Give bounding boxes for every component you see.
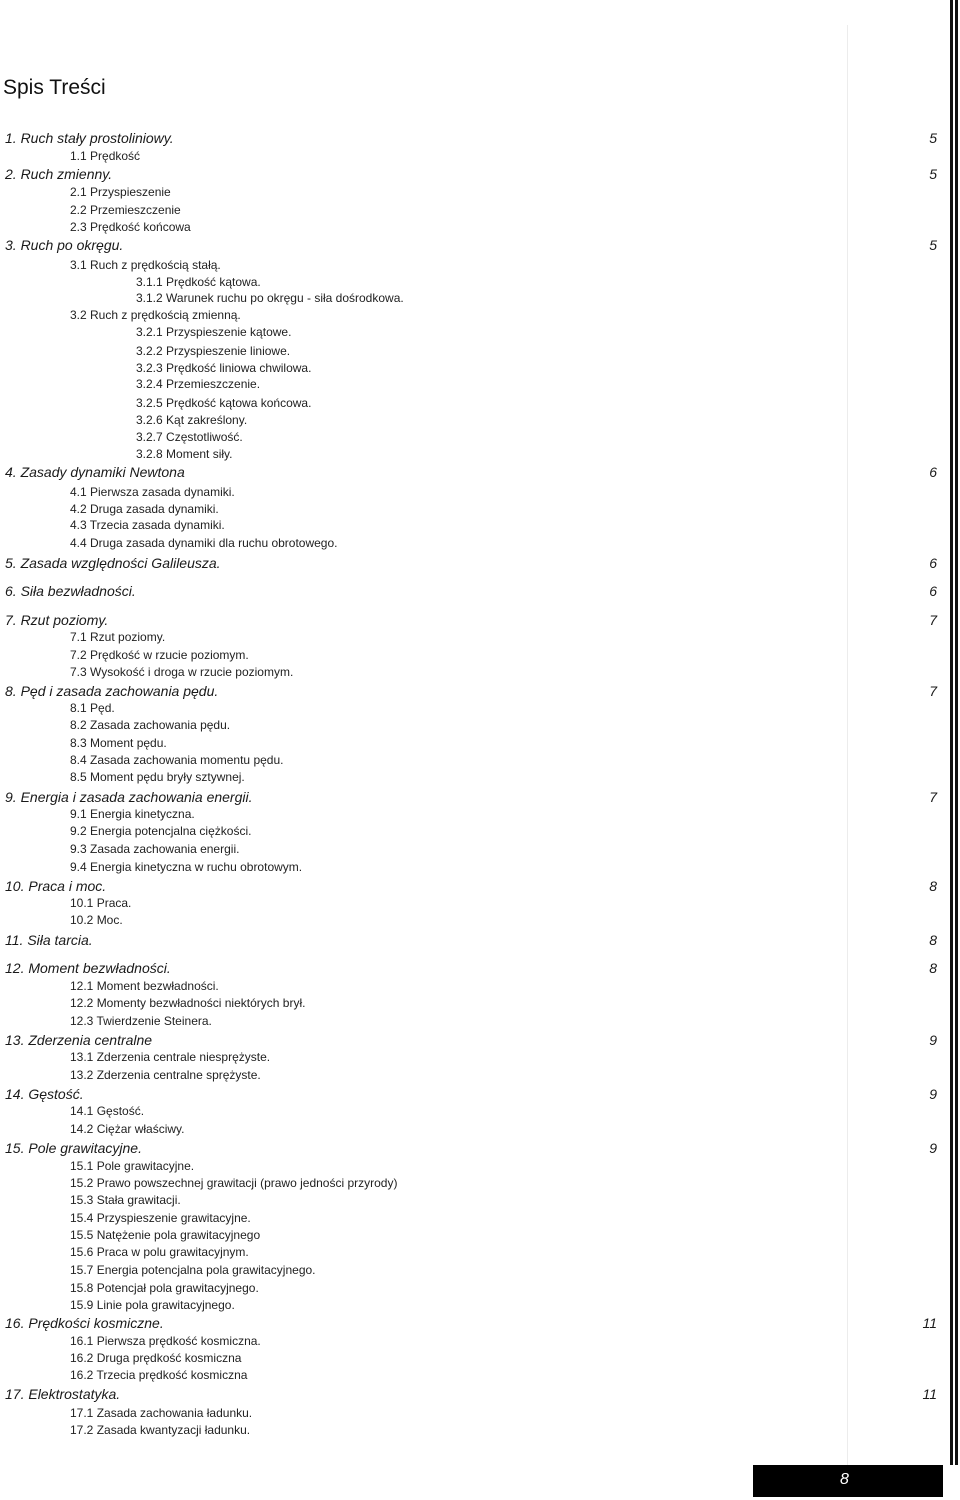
toc-entry-level-2[interactable] bbox=[0, 1406, 945, 1424]
toc-entry-level-2[interactable] bbox=[0, 1014, 945, 1032]
toc-entry-level-2[interactable] bbox=[0, 1368, 945, 1386]
toc-entry-page-number: 6 bbox=[929, 464, 937, 480]
toc-entry-label: 15.4 Przyspieszenie grawitacyjne. bbox=[70, 1211, 251, 1225]
toc-entry-label: 14.1 Gęstość. bbox=[70, 1104, 145, 1118]
toc-entry-label: 1.1 Prędkość bbox=[70, 149, 141, 163]
toc-entry-level-1[interactable] bbox=[0, 683, 945, 701]
toc-entry-label: 8.5 Moment pędu bryły sztywnej. bbox=[70, 770, 245, 784]
toc-entry-page-number: 11 bbox=[922, 1315, 937, 1331]
toc-entry-level-2[interactable] bbox=[0, 753, 945, 771]
toc-entry-page-number: 7 bbox=[929, 612, 937, 628]
toc-entry-label: 3.2.2 Przyspieszenie liniowe. bbox=[136, 344, 291, 358]
toc-entry-level-2[interactable] bbox=[0, 736, 945, 754]
toc-entry-page-number: 5 bbox=[929, 166, 937, 182]
toc-entry-label: 16.2 Trzecia prędkość kosmiczna bbox=[70, 1368, 248, 1382]
toc-entry-level-2[interactable] bbox=[0, 1423, 945, 1441]
toc-entry-label: 12. Moment bezwładności. bbox=[5, 960, 171, 976]
toc-entry-level-2[interactable] bbox=[0, 1281, 945, 1299]
toc-entry-level-2[interactable] bbox=[0, 1122, 945, 1140]
toc-entry-label: 3.2 Ruch z prędkością zmienną. bbox=[70, 308, 241, 322]
toc-entry-level-1[interactable] bbox=[0, 960, 945, 978]
toc-entry-level-3[interactable] bbox=[0, 413, 945, 431]
toc-entry-level-3[interactable] bbox=[0, 447, 945, 465]
toc-entry-level-2[interactable] bbox=[0, 842, 945, 860]
toc-entry-page-number: 5 bbox=[929, 237, 937, 253]
footer-page-number: 8 bbox=[840, 1471, 849, 1488]
toc-entry-label: 3.2.1 Przyspieszenie kątowe. bbox=[136, 325, 292, 339]
toc-entry-level-2[interactable] bbox=[0, 1298, 945, 1316]
toc-entry-label: 3.2.6 Kąt zakreślony. bbox=[136, 413, 248, 427]
toc-entry-page-number: 8 bbox=[929, 960, 937, 976]
toc-entry-label: 9.3 Zasada zachowania energii. bbox=[70, 842, 240, 856]
toc-entry-level-2[interactable] bbox=[0, 860, 945, 878]
toc-entry-page-number: 7 bbox=[929, 789, 937, 805]
toc-entry-level-2[interactable] bbox=[0, 630, 945, 648]
toc-entry-label: 5. Zasada względności Galileusza. bbox=[5, 555, 221, 571]
toc-entry-page-number: 11 bbox=[922, 1386, 937, 1402]
toc-entry-level-2[interactable] bbox=[0, 996, 945, 1014]
toc-entry-level-2[interactable] bbox=[0, 518, 945, 536]
toc-entry-level-1[interactable] bbox=[0, 1032, 945, 1050]
toc-entry-label: 2.2 Przemieszczenie bbox=[70, 203, 181, 217]
toc-entry-level-2[interactable] bbox=[0, 913, 945, 931]
toc-entry-page-number: 6 bbox=[929, 555, 937, 571]
toc-entry-level-3[interactable] bbox=[0, 430, 945, 448]
toc-entry-level-2[interactable] bbox=[0, 1245, 945, 1263]
toc-entry-label: 8.2 Zasada zachowania pędu. bbox=[70, 718, 231, 732]
toc-entry-label: 6. Siła bezwładności. bbox=[5, 583, 136, 599]
toc-entry-level-2[interactable] bbox=[0, 1176, 945, 1194]
toc-entry-label: 9.4 Energia kinetyczna w ruchu obrotowym. bbox=[70, 860, 303, 874]
toc-entry-level-2[interactable] bbox=[0, 770, 945, 788]
toc-entry-level-1[interactable] bbox=[0, 932, 945, 950]
toc-entry-label: 9. Energia i zasada zachowania energii. bbox=[5, 789, 253, 805]
toc-entry-label: 4.1 Pierwsza zasada dynamiki. bbox=[70, 485, 235, 499]
toc-entry-label: 11. Siła tarcia. bbox=[5, 932, 93, 948]
toc-entry-label: 16.1 Pierwsza prędkość kosmiczna. bbox=[70, 1334, 261, 1348]
toc-entry-level-1[interactable] bbox=[0, 612, 945, 630]
toc-entry-label: 15.8 Potencjał pola grawitacyjnego. bbox=[70, 1281, 259, 1295]
toc-entry-page-number: 9 bbox=[929, 1032, 937, 1048]
toc-entry-label: 12.2 Momenty bezwładności niektórych brył. bbox=[70, 996, 306, 1010]
toc-entry-level-1[interactable] bbox=[0, 583, 945, 601]
toc-entry-label: 13. Zderzenia centralne bbox=[5, 1032, 153, 1048]
toc-entry-label: 15.5 Natężenie pola grawitacyjnego bbox=[70, 1228, 261, 1242]
toc-entry-level-2[interactable] bbox=[0, 1228, 945, 1246]
toc-entry-label: 2.1 Przyspieszenie bbox=[70, 185, 171, 199]
toc-entry-level-2[interactable] bbox=[0, 665, 945, 683]
toc-entry-level-3[interactable] bbox=[0, 325, 945, 343]
toc-entry-level-2[interactable] bbox=[0, 220, 945, 238]
toc-entry-label: 7.1 Rzut poziomy. bbox=[70, 630, 166, 644]
toc-title: Spis Treści bbox=[3, 76, 106, 99]
toc-entry-level-2[interactable] bbox=[0, 1351, 945, 1369]
toc-entry-level-2[interactable] bbox=[0, 185, 945, 203]
right-border-bar bbox=[955, 0, 958, 1465]
toc-entry-label: 10.2 Moc. bbox=[70, 913, 123, 927]
toc-entry-label: 15.3 Stała grawitacji. bbox=[70, 1193, 181, 1207]
footer-page-box bbox=[753, 1465, 943, 1497]
toc-entry-label: 3.2.5 Prędkość kątowa końcowa. bbox=[136, 396, 312, 410]
toc-entry-page-number: 8 bbox=[929, 932, 937, 948]
toc-entry-label: 9.2 Energia potencjalna ciężkości. bbox=[70, 824, 252, 838]
toc-entry-label: 4.3 Trzecia zasada dynamiki. bbox=[70, 518, 225, 532]
toc-entry-label: 2.3 Prędkość końcowa bbox=[70, 220, 191, 234]
toc-entry-label: 10.1 Praca. bbox=[70, 896, 132, 910]
toc-entry-level-1[interactable] bbox=[0, 878, 945, 896]
toc-entry-page-number: 5 bbox=[929, 130, 937, 146]
toc-entry-label: 3.2.7 Częstotliwość. bbox=[136, 430, 243, 444]
toc-entry-label: 7.2 Prędkość w rzucie poziomym. bbox=[70, 648, 249, 662]
toc-entry-level-2[interactable] bbox=[0, 1193, 945, 1211]
toc-entry-label: 4.4 Druga zasada dynamiki dla ruchu obrotowego. bbox=[70, 536, 338, 550]
toc-entry-level-2[interactable] bbox=[0, 1211, 945, 1229]
toc-entry-level-2[interactable] bbox=[0, 258, 945, 276]
right-border-bar bbox=[950, 0, 953, 1465]
toc-entry-level-3[interactable] bbox=[0, 344, 945, 362]
toc-entry-label: 13.1 Zderzenia centrale niesprężyste. bbox=[70, 1050, 271, 1064]
toc-entry-level-2[interactable] bbox=[0, 1159, 945, 1177]
toc-entry-label: 15.7 Energia potencjalna pola grawitacyjnego. bbox=[70, 1263, 316, 1277]
toc-entry-label: 3. Ruch po okręgu. bbox=[5, 237, 124, 253]
toc-entry-level-2[interactable] bbox=[0, 648, 945, 666]
toc-entry-label: 17.1 Zasada zachowania ładunku. bbox=[70, 1406, 253, 1420]
toc-entry-label: 1. Ruch stały prostoliniowy. bbox=[5, 130, 174, 146]
toc-entry-level-2[interactable] bbox=[0, 308, 945, 326]
toc-entry-label: 2. Ruch zmienny. bbox=[5, 166, 113, 182]
toc-entry-level-2[interactable] bbox=[0, 1334, 945, 1352]
toc-entry-level-2[interactable] bbox=[0, 1263, 945, 1281]
toc-entry-level-1[interactable] bbox=[0, 166, 945, 184]
toc-entry-label: 17. Elektrostatyka. bbox=[5, 1386, 121, 1402]
toc-entry-level-2[interactable] bbox=[0, 1068, 945, 1086]
toc-entry-label: 15.6 Praca w polu grawitacyjnym. bbox=[70, 1245, 249, 1259]
toc-entry-label: 10. Praca i moc. bbox=[5, 878, 107, 894]
toc-entry-page-number: 7 bbox=[929, 683, 937, 699]
toc-entry-page-number: 9 bbox=[929, 1086, 937, 1102]
toc-entry-level-1[interactable] bbox=[0, 1315, 945, 1333]
toc-entry-level-2[interactable] bbox=[0, 203, 945, 221]
toc-entry-level-3[interactable] bbox=[0, 377, 945, 395]
toc-entry-level-2[interactable] bbox=[0, 896, 945, 914]
toc-entry-level-1[interactable] bbox=[0, 1086, 945, 1104]
toc-entry-label: 7.3 Wysokość i droga w rzucie poziomym. bbox=[70, 665, 294, 679]
toc-entry-label: 16.2 Druga prędkość kosmiczna bbox=[70, 1351, 242, 1365]
toc-entry-label: 8. Pęd i zasada zachowania pędu. bbox=[5, 683, 219, 699]
toc-entry-level-2[interactable] bbox=[0, 485, 945, 503]
toc-entry-level-2[interactable] bbox=[0, 807, 945, 825]
toc-entry-label: 12.3 Twierdzenie Steinera. bbox=[70, 1014, 212, 1028]
toc-entry-label: 8.3 Moment pędu. bbox=[70, 736, 167, 750]
toc-entry-level-2[interactable] bbox=[0, 979, 945, 997]
toc-entry-level-2[interactable] bbox=[0, 536, 945, 554]
toc-entry-label: 8.1 Pęd. bbox=[70, 701, 115, 715]
toc-entry-label: 3.1.2 Warunek ruchu po okręgu - siła dośrodkowa. bbox=[136, 291, 404, 305]
toc-entry-label: 14. Gęstość. bbox=[5, 1086, 84, 1102]
toc-entry-level-1[interactable] bbox=[0, 464, 945, 482]
toc-entry-level-1[interactable] bbox=[0, 130, 945, 148]
toc-entry-label: 15.2 Prawo powszechnej grawitacji (prawo jedności przyrody) bbox=[70, 1176, 398, 1190]
toc-entry-label: 14.2 Ciężar właściwy. bbox=[70, 1122, 185, 1136]
toc-entry-level-2[interactable] bbox=[0, 824, 945, 842]
toc-entry-label: 15.9 Linie pola grawitacyjnego. bbox=[70, 1298, 235, 1312]
toc-entry-label: 13.2 Zderzenia centralne sprężyste. bbox=[70, 1068, 261, 1082]
toc-entry-level-2[interactable] bbox=[0, 1050, 945, 1068]
toc-entry-level-3[interactable] bbox=[0, 291, 945, 309]
toc-entry-level-2[interactable] bbox=[0, 1104, 945, 1122]
toc-entry-label: 17.2 Zasada kwantyzacji ładunku. bbox=[70, 1423, 251, 1437]
toc-entry-level-1[interactable] bbox=[0, 789, 945, 807]
toc-entry-page-number: 8 bbox=[929, 878, 937, 894]
toc-entry-label: 15.1 Pole grawitacyjne. bbox=[70, 1159, 195, 1173]
toc-entry-page-number: 6 bbox=[929, 583, 937, 599]
toc-entry-label: 3.2.4 Przemieszczenie. bbox=[136, 377, 261, 391]
toc-entry-label: 15. Pole grawitacyjne. bbox=[5, 1140, 142, 1156]
toc-entry-level-2[interactable] bbox=[0, 718, 945, 736]
toc-entry-level-1[interactable] bbox=[0, 1386, 945, 1404]
toc-entry-label: 16. Prędkości kosmiczne. bbox=[5, 1315, 164, 1331]
toc-entry-label: 3.2.8 Moment siły. bbox=[136, 447, 233, 461]
toc-entry-label: 12.1 Moment bezwładności. bbox=[70, 979, 219, 993]
toc-entry-level-2[interactable] bbox=[0, 701, 945, 719]
toc-entry-label: 3.1 Ruch z prędkością stałą. bbox=[70, 258, 221, 272]
toc-entry-label: 9.1 Energia kinetyczna. bbox=[70, 807, 195, 821]
toc-entry-label: 4. Zasady dynamiki Newtona bbox=[5, 464, 185, 480]
toc-entry-level-3[interactable] bbox=[0, 396, 945, 414]
toc-entry-label: 8.4 Zasada zachowania momentu pędu. bbox=[70, 753, 284, 767]
toc-entry-level-1[interactable] bbox=[0, 1140, 945, 1158]
toc-entry-label: 7. Rzut poziomy. bbox=[5, 612, 109, 628]
toc-entry-level-1[interactable] bbox=[0, 555, 945, 573]
toc-entry-label: 3.1.1 Prędkość kątowa. bbox=[136, 275, 261, 289]
toc-entry-page-number: 9 bbox=[929, 1140, 937, 1156]
toc-entry-label: 4.2 Druga zasada dynamiki. bbox=[70, 502, 219, 516]
toc-entry-level-1[interactable] bbox=[0, 237, 945, 255]
toc-entry-label: 3.2.3 Prędkość liniowa chwilowa. bbox=[136, 361, 312, 375]
toc-entry-level-2[interactable] bbox=[0, 149, 945, 167]
